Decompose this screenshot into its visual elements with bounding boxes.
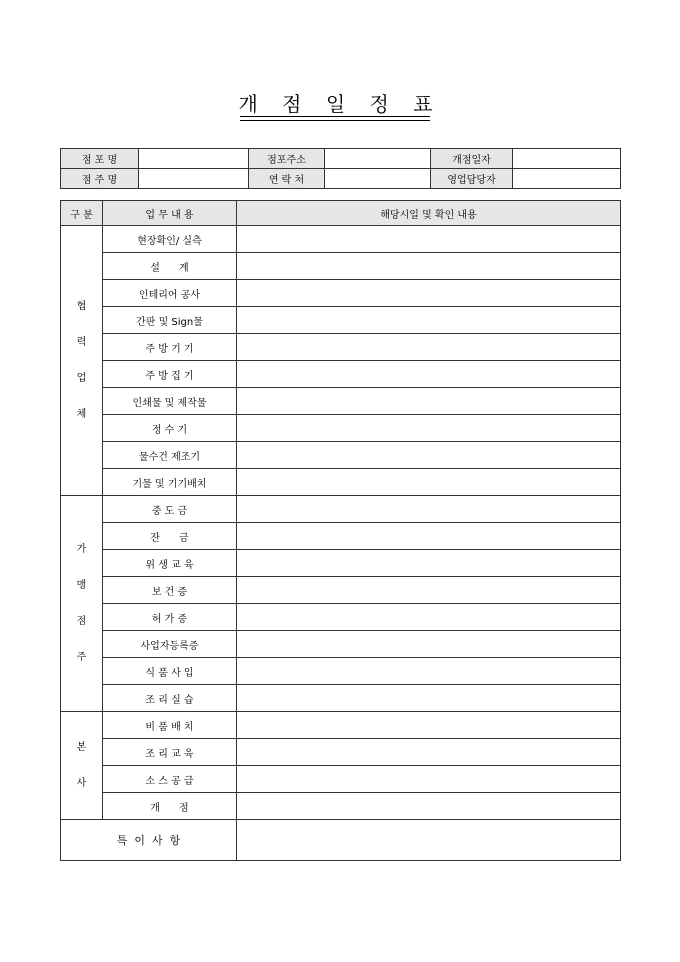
- schedule-row: [61, 496, 621, 523]
- task-label: 중 도 금: [103, 496, 237, 523]
- store-name-field[interactable]: [139, 149, 249, 169]
- task-header: 업 무 내 용: [103, 201, 237, 226]
- confirm-cell[interactable]: [237, 658, 621, 685]
- task-label: 주 방 기 기: [103, 334, 237, 361]
- opening-date-label: 개점일자: [431, 149, 513, 169]
- confirm-cell[interactable]: [237, 415, 621, 442]
- store-info-table: [60, 148, 621, 189]
- title-underline-double: [240, 120, 430, 121]
- store-name-label: 점 포 명: [61, 149, 139, 169]
- schedule-row: [61, 523, 621, 550]
- task-label: 보 건 증: [103, 577, 237, 604]
- notes-label: 특 이 사 항: [61, 820, 237, 861]
- confirm-cell[interactable]: [237, 496, 621, 523]
- schedule-row: [61, 766, 621, 793]
- schedule-row: [61, 280, 621, 307]
- confirm-header: 해당시일 및 확인 내용: [237, 201, 621, 226]
- task-label: 인쇄물 및 제작물: [103, 388, 237, 415]
- schedule-row: [61, 334, 621, 361]
- schedule-row: [61, 361, 621, 388]
- task-label: 조 리 교 육: [103, 739, 237, 766]
- group-label: [61, 496, 103, 712]
- task-label: 소 스 공 급: [103, 766, 237, 793]
- schedule-row: [61, 388, 621, 415]
- confirm-cell[interactable]: [237, 469, 621, 496]
- notes-field[interactable]: [237, 820, 621, 861]
- schedule-row: [61, 550, 621, 577]
- confirm-cell[interactable]: [237, 577, 621, 604]
- contact-label: 연 락 처: [249, 169, 325, 189]
- task-label: 간판 및 Sign물: [103, 307, 237, 334]
- task-label: 식 품 사 입: [103, 658, 237, 685]
- sales-manager-field[interactable]: [513, 169, 621, 189]
- schedule-row: [61, 253, 621, 280]
- task-label: 비 품 배 치: [103, 712, 237, 739]
- confirm-cell[interactable]: [237, 388, 621, 415]
- task-label: 위 생 교 육: [103, 550, 237, 577]
- confirm-cell[interactable]: [237, 766, 621, 793]
- schedule-table: [60, 200, 621, 861]
- confirm-cell[interactable]: [237, 685, 621, 712]
- confirm-cell[interactable]: [237, 712, 621, 739]
- task-label: 조 리 실 습: [103, 685, 237, 712]
- group-label-char: 맹: [76, 579, 87, 591]
- task-label: 설 계: [103, 253, 237, 280]
- schedule-row: [61, 442, 621, 469]
- task-label: 정 수 기: [103, 415, 237, 442]
- schedule-row: [61, 793, 621, 820]
- schedule-row: [61, 631, 621, 658]
- group-label-char: 가: [76, 543, 87, 555]
- category-header: 구 분: [61, 201, 103, 226]
- schedule-row: [61, 604, 621, 631]
- confirm-cell[interactable]: [237, 550, 621, 577]
- schedule-row: [61, 658, 621, 685]
- group-label: [61, 712, 103, 820]
- schedule-row: [61, 415, 621, 442]
- task-label: 현장확인/ 실측: [103, 226, 237, 253]
- task-label: 개 점: [103, 793, 237, 820]
- group-label-char: 본: [76, 741, 87, 753]
- schedule-row: [61, 307, 621, 334]
- group-label: [61, 226, 103, 496]
- confirm-cell[interactable]: [237, 334, 621, 361]
- group-label-char: 협: [76, 300, 87, 312]
- group-label-char: 주: [76, 651, 87, 663]
- title-underline: [240, 116, 430, 117]
- task-label: 허 가 증: [103, 604, 237, 631]
- schedule-row: [61, 685, 621, 712]
- confirm-cell[interactable]: [237, 523, 621, 550]
- group-label-char: 력: [76, 336, 87, 348]
- group-label-char: 업: [76, 372, 87, 384]
- confirm-cell[interactable]: [237, 253, 621, 280]
- page-title: 개 점 일 정 표: [238, 92, 442, 116]
- task-label: 물수건 제조기: [103, 442, 237, 469]
- schedule-row: [61, 469, 621, 496]
- task-label: 잔 금: [103, 523, 237, 550]
- task-label: 주 방 집 기: [103, 361, 237, 388]
- task-label: 사업자등록증: [103, 631, 237, 658]
- confirm-cell[interactable]: [237, 226, 621, 253]
- confirm-cell[interactable]: [237, 280, 621, 307]
- schedule-header-row: [61, 201, 621, 226]
- confirm-cell[interactable]: [237, 604, 621, 631]
- info-row-2: [61, 169, 621, 189]
- schedule-row: [61, 577, 621, 604]
- confirm-cell[interactable]: [237, 442, 621, 469]
- notes-row: [61, 820, 621, 861]
- group-label-char: 체: [76, 408, 87, 420]
- task-label: 기물 및 기기배치: [103, 469, 237, 496]
- opening-date-field[interactable]: [513, 149, 621, 169]
- contact-field[interactable]: [325, 169, 431, 189]
- group-label-char: 점: [76, 615, 87, 627]
- confirm-cell[interactable]: [237, 307, 621, 334]
- confirm-cell[interactable]: [237, 793, 621, 820]
- group-label-char: 사: [76, 777, 87, 789]
- schedule-row: [61, 226, 621, 253]
- confirm-cell[interactable]: [237, 739, 621, 766]
- owner-name-label: 점 주 명: [61, 169, 139, 189]
- store-address-field[interactable]: [325, 149, 431, 169]
- schedule-row: [61, 739, 621, 766]
- sales-manager-label: 영업담당자: [431, 169, 513, 189]
- owner-name-field[interactable]: [139, 169, 249, 189]
- confirm-cell[interactable]: [237, 631, 621, 658]
- task-label: 인테리어 공사: [103, 280, 237, 307]
- schedule-row: [61, 712, 621, 739]
- info-row-1: [61, 149, 621, 169]
- store-address-label: 점포주소: [249, 149, 325, 169]
- confirm-cell[interactable]: [237, 361, 621, 388]
